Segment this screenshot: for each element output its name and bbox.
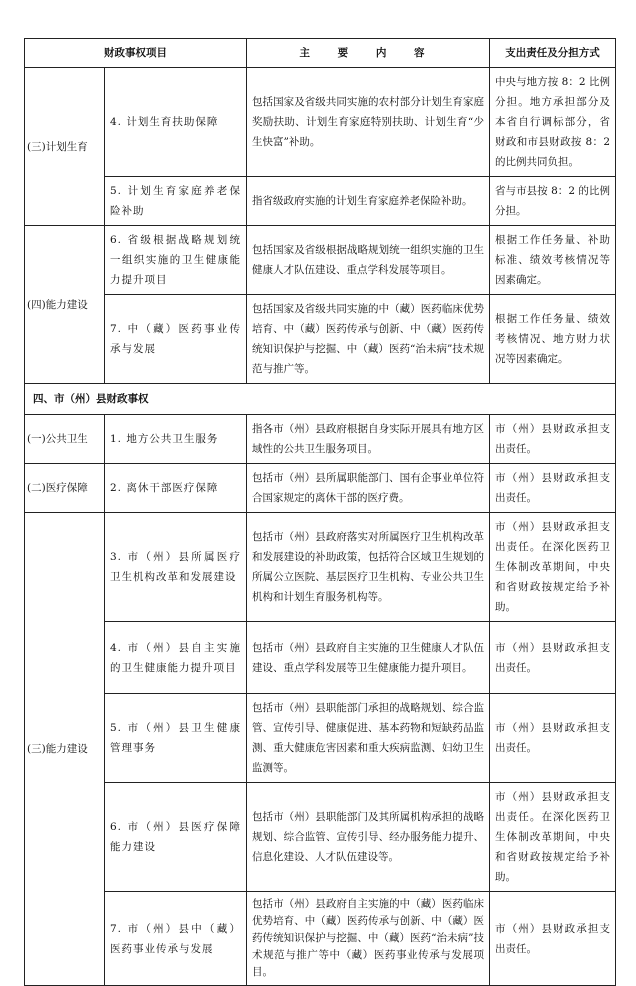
content-cell: 指各市（州）县政府根据自身实际开展具有地方区域性的公共卫生服务项目。 [247, 415, 490, 464]
table-header-row [25, 39, 616, 68]
content-cell: 包括市（州）县职能部门承担的战略规划、综合监管、宣传引导、健康促进、基本药物和短缺药品监测、重大健康危害因素和重大疾病监测、妇幼卫生监测等。 [247, 694, 490, 783]
responsibility-cell: 根据工作任务量、绩效考核情况、地方财力状况等因素确定。 [490, 295, 616, 384]
table-row [25, 68, 616, 177]
category-cell: (二)医疗保障 [25, 464, 105, 513]
category-cell: (三)能力建设 [25, 513, 105, 986]
category-cell: (一)公共卫生 [25, 415, 105, 464]
responsibility-cell: 中央与地方按 8：2 比例分担。地方承担部分及本省自行调标部分，省财政和市县财政按 8：2 的比例共同负担。 [490, 68, 616, 177]
table-row [25, 226, 616, 295]
item-cell: 1. 地方公共卫生服务 [105, 415, 247, 464]
section-heading-row [25, 384, 616, 415]
item-cell: 4. 计划生育扶助保障 [105, 68, 247, 177]
table-row [25, 415, 616, 464]
category-cell: (四)能力建设 [25, 226, 105, 384]
responsibility-cell: 市（州）县财政承担支出责任。 [490, 415, 616, 464]
responsibility-cell: 省与市县按 8：2 的比例分担。 [490, 177, 616, 226]
content-cell: 包括市（州）县政府自主实施的中（藏）医药临床优势培育、中（藏）医药传承与创新、中（藏）医药传统知识保护与挖掘、中（藏）医药“治未病”技术规范与推广等中（藏）医药事业传承与发展项目。 [247, 892, 490, 986]
content-cell: 包括国家及省级共同实施的中（藏）医药临床优势培育、中（藏）医药传承与创新、中（藏）医药传统知识保护与挖掘、中（藏）医药“治未病”技术规范与推广等。 [247, 295, 490, 384]
item-cell: 5. 计划生育家庭养老保险补助 [105, 177, 247, 226]
content-cell: 包括国家及省级共同实施的农村部分计划生育家庭奖励扶助、计划生育家庭特别扶助、计划生育“少生快富”补助。 [247, 68, 490, 177]
content-cell: 包括市（州）县所属职能部门、国有企事业单位符合国家规定的离休干部的医疗费。 [247, 464, 490, 513]
content-cell: 包括市（州）县职能部门及其所属机构承担的战略规划、综合监管、宣传引导、经办服务能力提升、信息化建设、人才队伍建设等。 [247, 783, 490, 892]
table-row [25, 694, 616, 783]
table-row [25, 295, 616, 384]
table-row [25, 622, 616, 694]
responsibility-cell: 市（州）县财政承担支出责任。在深化医药卫生体制改革期间，中央和省财政按规定给予补助。 [490, 783, 616, 892]
item-cell: 2. 离休干部医疗保障 [105, 464, 247, 513]
section-title: 四、市（州）县财政事权 [25, 384, 616, 415]
item-cell: 6. 省级根据战略规划统一组织实施的卫生健康能力提升项目 [105, 226, 247, 295]
category-cell: (三)计划生育 [25, 68, 105, 226]
responsibility-cell: 市（州）县财政承担支出责任。 [490, 622, 616, 694]
responsibility-cell: 市（州）县财政承担支出责任。 [490, 892, 616, 986]
table-row [25, 783, 616, 892]
table-row [25, 464, 616, 513]
content-cell: 包括市（州）县政府自主实施的卫生健康人才队伍建设、重点学科发展等卫生健康能力提升项目。 [247, 622, 490, 694]
item-cell: 4. 市（州）县自主实施的卫生健康能力提升项目 [105, 622, 247, 694]
item-cell: 7. 市（州）县中（藏）医药事业传承与发展 [105, 892, 247, 986]
fiscal-authority-table [24, 38, 616, 986]
responsibility-cell: 市（州）县财政承担支出责任。 [490, 464, 616, 513]
responsibility-cell: 市（州）县财政承担支出责任。在深化医药卫生体制改革期间，中央和省财政按规定给予补助。 [490, 513, 616, 622]
responsibility-cell: 根据工作任务量、补助标准、绩效考核情况等因素确定。 [490, 226, 616, 295]
table-row [25, 892, 616, 986]
header-item: 财政事权项目 [25, 39, 247, 68]
header-content: 主 要 内 容 [247, 39, 490, 68]
header-responsibility: 支出责任及分担方式 [490, 39, 616, 68]
content-cell: 包括市（州）县政府落实对所属医疗卫生机构改革和发展建设的补助政策，包括符合区域卫生规划的所属公立医院、基层医疗卫生机构、专业公共卫生机构和计划生育服务机构等。 [247, 513, 490, 622]
table-row [25, 177, 616, 226]
table-row [25, 513, 616, 622]
content-cell: 包括国家及省级根据战略规划统一组织实施的卫生健康人才队伍建设、重点学科发展等项目。 [247, 226, 490, 295]
item-cell: 6. 市（州）县医疗保障能力建设 [105, 783, 247, 892]
item-cell: 7. 中（藏）医药事业传承与发展 [105, 295, 247, 384]
item-cell: 5. 市（州）县卫生健康管理事务 [105, 694, 247, 783]
responsibility-cell: 市（州）县财政承担支出责任。 [490, 694, 616, 783]
content-cell: 指省级政府实施的计划生育家庭养老保险补助。 [247, 177, 490, 226]
item-cell: 3. 市（州）县所属医疗卫生机构改革和发展建设 [105, 513, 247, 622]
